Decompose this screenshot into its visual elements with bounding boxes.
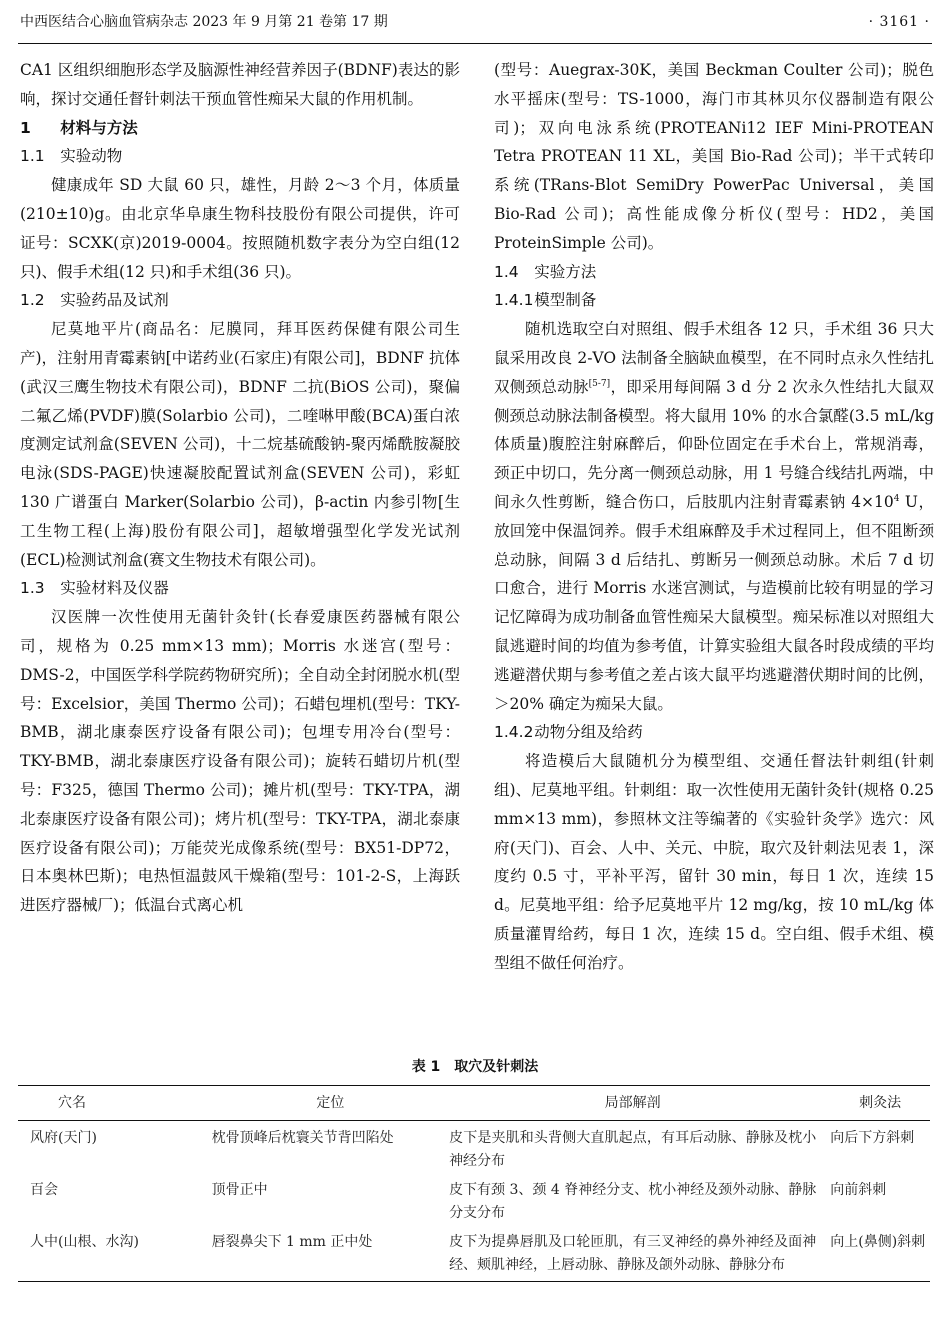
animals-paragraph: 健康成年 SD 大鼠 60 只，雄性，月龄 2～3 个月，体质量(210±10)g。由北京华阜康生物科技股份有限公司提供，许可证号：SCXK(京)2019-0004。按照随机数字表分为空白组(12 只)、假手术组(12 只)和手术组(36 只)。 xyxy=(20,176,460,281)
cell-anatomy: 皮下为提鼻唇肌及口轮匝肌，有三叉神经的鼻外神经及面神经、颊肌神经，上唇动脉、静脉及颌外动脉、静脉分布 xyxy=(449,1234,817,1273)
cell-point: 百会 xyxy=(30,1182,58,1198)
superscript: 4 xyxy=(893,493,900,504)
cell-point: 人中(山根、水沟) xyxy=(30,1234,139,1250)
grouping-paragraph: 将造模后大鼠随机分为模型组、交通任督法针刺组(针刺组)、尼莫地平组。针刺组：取一次性使用无菌针灸针(规格 0.25 mm×13 mm)，参照林文注等编著的《实验针灸学》选穴：风府(天门)、百会、人中、关元、中脘，取穴及针刺法见表 1，深度约 0.5 寸，平补平泻，留针 30 min，每日 1 次，连续 15 d。尼莫地平组：给予尼莫地平片 12 mg/kg，按 10 mL/kg 体质量灌胃给药，每日 1 次，连续 15 d。空白组、假手术组、模型组不做任何治疗。 xyxy=(494,752,934,972)
cell-anatomy: 皮下有颈 3、颈 4 脊神经分支、枕小神经及颈外动脉、静脉分支分布 xyxy=(449,1182,817,1221)
table-row xyxy=(18,1225,930,1277)
table-row xyxy=(18,1173,930,1225)
table-bottom-rule xyxy=(18,1281,930,1282)
cell-location: 顶骨正中 xyxy=(211,1182,268,1198)
header-rule xyxy=(18,43,932,44)
section-heading-1-1: 1.1 实验动物 xyxy=(20,147,123,166)
cell-point: 风府(天门) xyxy=(30,1130,97,1146)
section-heading-1-4: 1.4 实验方法 xyxy=(494,262,597,281)
cell-method: 向后下方斜刺 xyxy=(830,1130,915,1146)
instruments-paragraph: 汉医牌一次性使用无菌针灸针(长春爱康医药器械有限公司，规格为 0.25 mm×13 mm)；Morris 水迷宫(型号：DMS-2，中国医学科学院药物研究所)；全自动全封闭脱水机(型号：Excelsior，美国 Thermo 公司)；石蜡包埋机(型号：TKY-BMB，湖北康泰医疗设备有限公司)；包埋专用冷台(型号：TKY-BMB，湖北泰康医疗设备有限公司)；旋转石蜡切片机(型号：F325，德国 Thermo 公司)；摊片机(型号：TKY-TPA，湖北泰康医疗设备有限公司)；烤片机(型号：TKY-TPA，湖北泰康医疗设备有限公司)；万能荧光成像系统(型号：BX51-DP72，日本奥林巴斯)；电热恒温鼓风干燥箱(型号：101-2-S，上海跃进医疗器械厂)；低温台式离心机 xyxy=(20,608,460,915)
cell-method: 向前斜刺 xyxy=(830,1182,887,1198)
section-heading-1-4-2: 1.4.2动物分组及给药 xyxy=(494,723,643,742)
cell-method: 向上(鼻侧)斜刺 xyxy=(830,1234,926,1250)
reagents-paragraph: 尼莫地平片(商品名：尼膜同，拜耳医药保健有限公司生产)，注射用青霉素钠[中诺药业(石家庄)有限公司]，BDNF 抗体(武汉三鹰生物技术有限公司)，BDNF 二抗(BiOS 公司)，聚偏二氟乙烯(PVDF)膜(Solarbio 公司)，二喹啉甲酸(BCA)蛋白浓度测定试剂盒(SEVEN 公司)，十二烷基硫酸钠-聚丙烯酰胺凝胶电泳(SDS-PAGE)快速凝胶配置试剂盒(SEVEN 公司)，彩虹 130 广谱蛋白 Marker(Solarbio 公司)，β-actin 内参引物[生工生物工程(上海)股份有限公司]，超敏增强型化学发光试剂(ECL)检测试剂盒(赛文生物技术有限公司)。 xyxy=(20,320,460,569)
page-number: · 3161 · xyxy=(868,14,930,30)
right-column xyxy=(494,56,934,978)
citation: [5-7] xyxy=(588,378,611,389)
table-caption: 表 1 取穴及针刺法 xyxy=(411,1059,539,1075)
instruments-paragraph-cont: (型号：Auegrax-30K，美国 Beckman Coulter 公司)；脱色水平摇床(型号：TS-1000，海门市其林贝尔仪器制造有限公司)；双向电泳系统(PROTEANi12 IEF Mini-PROTEAN Tetra PROTEAN 11 XL，美国 Bio-Rad 公司)；半干式转印系统(TRans-Blot SemiDry PowerPac Universal，美国 Bio-Rad 公司)；高性能成像分析仪(型号：HD2，美国 ProteinSimple 公司)。 xyxy=(494,61,934,252)
section-heading-1-4-1: 1.4.1模型制备 xyxy=(494,291,597,310)
cell-anatomy: 皮下是夹肌和头背侧大直肌起点，有耳后动脉、静脉及枕小神经分布 xyxy=(449,1130,817,1169)
table-header-row xyxy=(18,1086,930,1121)
section-heading-1-2: 1.2 实验药品及试剂 xyxy=(20,291,169,310)
left-column xyxy=(20,56,460,920)
model-paragraph: 随机选取空白对照组、假手术组各 12 只，手术组 36 只大鼠采用改良 2-VO 法制备全脑缺血模型，在不同时点永久性结扎双侧颈总动脉[5-7]，即采用每间隔 3 d 分 2 次永久性结扎大鼠双侧颈总动脉法制备模型。将大鼠用 10% 的水合氯醛(3.5 mL/kg 体质量)腹腔注射麻醉后，仰卧位固定在手术台上，常规消毒，颈正中切口，先分离一侧颈总动脉，用 1 号缝合线结扎两端，中间永久性剪断，缝合伤口，后肢肌内注射青霉素钠 $4\times 10^4$ U，放回笼中保温饲养。假手术组麻醉及手术过程同上，但不阻断颈总动脉，间隔 3 d 后结扎、剪断另一侧颈总动脉。术后 7 d 切口愈合，进行 Morris 水迷宫测试，与造模前比较有明显的学习记忆障碍为成功制备血管性痴呆大鼠模型。痴呆标准以对照组大鼠逃避时间的均值为参考值，计算实验组大鼠各时段成绩的平均逃避潜伏期与参考值之差占该大鼠平均逃避潜伏期时间的比例，＞20% 确定为痴呆大鼠。 xyxy=(494,320,934,713)
running-header xyxy=(14,10,936,34)
journal-info: 中西医结合心脑血管病杂志 2023 年 9 月第 21 卷第 17 期 xyxy=(20,14,388,30)
header-method: 刺灸法 xyxy=(859,1094,902,1111)
cell-location: 枕骨顶峰后枕寰关节背凹陷处 xyxy=(211,1130,394,1146)
table-row xyxy=(18,1121,930,1173)
header-location: 定位 xyxy=(316,1094,345,1111)
acupoint-table xyxy=(18,1085,930,1282)
section-heading-1: 1 材料与方法 xyxy=(20,118,138,137)
header-anatomy: 局部解剖 xyxy=(604,1094,661,1111)
header-point-name: 穴名 xyxy=(58,1094,86,1111)
section-heading-1-3: 1.3 实验材料及仪器 xyxy=(20,579,169,598)
intro-paragraph-tail: CA1 区组织细胞形态学及脑源性神经营养因子(BDNF)表达的影响，探讨交通任督针刺法干预血管性痴呆大鼠的作用机制。 xyxy=(20,61,460,108)
cell-location: 唇裂鼻尖下 1 mm 正中处 xyxy=(211,1234,373,1250)
